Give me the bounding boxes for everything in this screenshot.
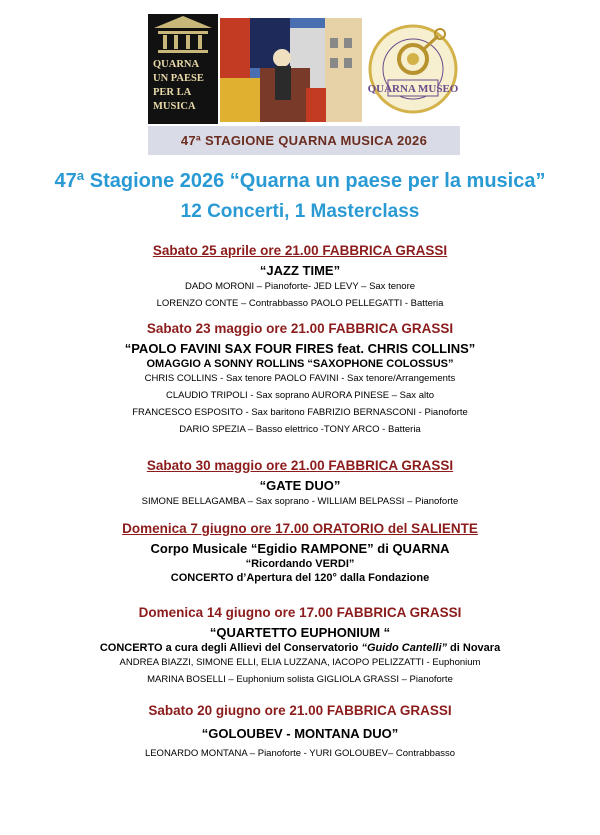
event-title: “GOLOUBEV - MONTANA DUO”: [201, 726, 399, 741]
page-subtitle: 12 Concerti, 1 Masterclass: [180, 201, 420, 222]
event-performers: ANDREA BIAZZI, SIMONE ELLI, ELIA LUZZANA, IACOPO PELIZZATTI - Euphonium: [119, 657, 481, 668]
event-title: “GATE DUO”: [259, 478, 341, 493]
event-3: [0, 457, 600, 510]
event-1: [0, 242, 600, 312]
event-performers: LORENZO CONTE – Contrabbasso PAOLO PELLEGATTI - Batteria: [156, 298, 444, 309]
event-performers: LEONARDO MONTANA – Pianoforte - YURI GOLOUBEV– Contrabbasso: [144, 748, 456, 759]
event-header: Domenica 7 giugno ore 17.00 ORATORIO del SALIENTE: [122, 521, 478, 536]
museo-logo-text: QUARNA MUSEO: [367, 83, 459, 95]
logo-line-1: QUARNA: [153, 59, 200, 70]
horn-seal-icon: [366, 14, 460, 124]
logo-line-2: UN PAESE: [153, 73, 204, 84]
event-header: Sabato 20 giugno ore 21.00 FABBRICA GRASSI: [148, 703, 452, 718]
event-6: [0, 702, 600, 762]
event-title: “JAZZ TIME”: [259, 263, 341, 278]
event-performers: CHRIS COLLINS - Sax tenore PAOLO FAVINI - Sax tenore/Arrangements: [144, 373, 456, 384]
logo-line-4: MUSICA: [153, 101, 196, 112]
event-2: [0, 320, 600, 438]
event-performers: SIMONE BELLAGAMBA – Sax soprano - WILLIAM BELPASSI – Pianoforte: [141, 496, 459, 507]
event-subtitle: “Ricordando VERDI”: [245, 558, 355, 570]
event-title: “PAOLO FAVINI SAX FOUR FIRES feat. CHRIS COLLINS”: [124, 341, 476, 356]
event-title: Corpo Musicale “Egidio RAMPONE” di QUARNA: [150, 541, 450, 556]
event-5: [0, 604, 600, 688]
museo-logo: [366, 14, 460, 124]
event-header: Sabato 23 maggio ore 21.00 FABBRICA GRASSI: [146, 321, 454, 336]
event-subtitle-pre: CONCERTO a cura degli Allievi del Conservatorio: [99, 642, 362, 654]
event-subtitle-2: CONCERTO d’Apertura del 120° dalla Fondazione: [170, 572, 430, 584]
event-subtitle: OMAGGIO A SONNY ROLLINS “SAXOPHONE COLOSSUS”: [146, 358, 454, 370]
season-band: 47ª STAGIONE QUARNA MUSICA 2026: [148, 126, 460, 155]
event-header: Sabato 30 maggio ore 21.00 FABBRICA GRASSI: [146, 458, 454, 473]
header-banner: [148, 14, 460, 155]
event-title: “QUARTETTO EUPHONIUM “: [209, 625, 391, 640]
event-subtitle-italic: “Guido Cantelli”: [361, 642, 447, 654]
event-subtitle-post: di Novara: [447, 642, 501, 654]
event-4: [0, 520, 600, 584]
artwork-image: [220, 18, 362, 122]
event-performers: CLAUDIO TRIPOLI - Sax soprano AURORA PINESE – Sax alto: [165, 390, 435, 401]
event-header: Sabato 25 aprile ore 21.00 FABBRICA GRASSI: [152, 243, 448, 258]
building-icon: [148, 14, 218, 56]
page-title: 47ª Stagione 2026 “Quarna un paese per la musica”: [54, 170, 546, 192]
event-performers: FRANCESCO ESPOSITO - Sax baritono FABRIZIO BERNASCONI - Pianoforte: [132, 407, 468, 418]
quarna-logo: [148, 14, 218, 124]
event-header: Domenica 14 giugno ore 17.00 FABBRICA GRASSI: [138, 605, 462, 620]
event-subtitle: [0, 642, 600, 654]
event-performers: DADO MORONI – Pianoforte- JED LEVY – Sax tenore: [184, 281, 416, 292]
event-performers: DARIO SPEZIA – Basso elettrico -TONY ARCO - Batteria: [179, 424, 421, 435]
logo-line-3: PER LA: [153, 87, 192, 98]
event-performers: MARINA BOSELLI – Euphonium solista GIGLIOLA GRASSI – Pianoforte: [147, 674, 453, 685]
